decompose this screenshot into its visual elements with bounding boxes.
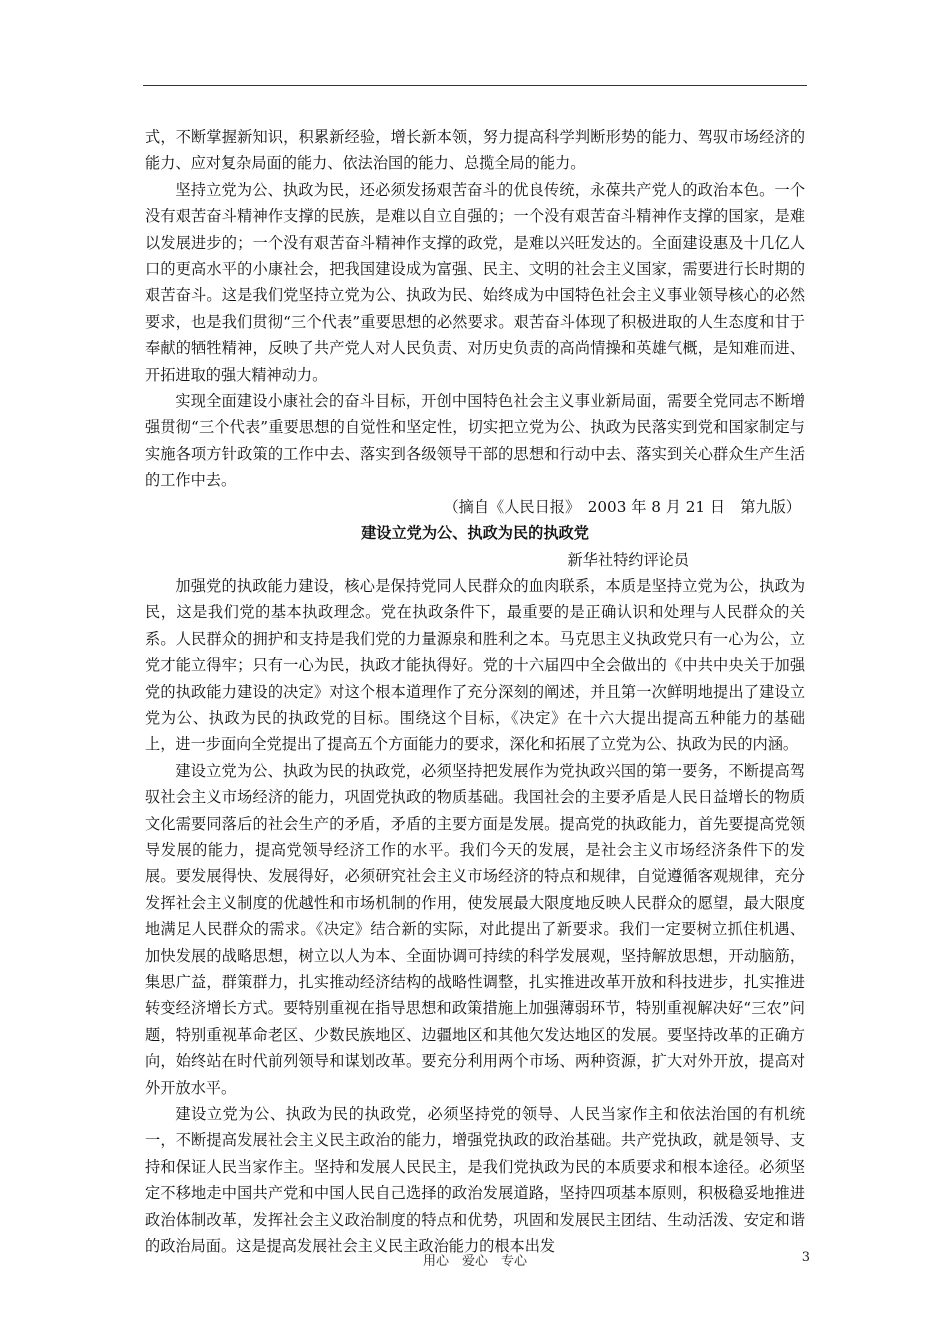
article-byline: 新华社特约评论员	[567, 550, 689, 569]
article-title: 建设立党为公、执政为民的执政党	[361, 524, 589, 543]
page-body	[145, 124, 805, 1259]
page-number: 3	[801, 1250, 810, 1265]
article-paragraph-3: 建设立党为公、执政为民的执政党，必须坚持党的领导、人民当家作主和依法治国的有机统一，不断提高发展社会主义民主政治的能力，增强党执政的政治基础。共产党执政，就是领导、支持和保证人民当家作主。坚持和发展人民民主，是我们党执政为民的本质要求和根本途径。必须坚定不移地走中国共产党和中国人民自己选择的政治发展道路，坚持四项基本原则，积极稳妥地推进政治体制改革，发挥社会主义政治制度的特点和优势，巩固和发展民主团结、生动活泼、安定和谐的政治局面。这是提高发展社会主义民主政治能力的根本出发	[145, 1105, 805, 1256]
header-rule	[143, 85, 807, 86]
source-citation: （摘自《人民日报》 2003 年 8 月 21 日 第九版）	[443, 497, 801, 516]
article-paragraph-2: 建设立党为公、执政为民的执政党，必须坚持把发展作为党执政兴国的第一要务，不断提高驾驭社会主义市场经济的能力，巩固党执政的物质基础。我国社会的主要矛盾是人民日益增长的物质文化需要同落后的社会生产的矛盾，矛盾的主要方面是发展。提高党的执政能力，首先要提高党领导发展的能力，提高党领导经济工作的水平。我们今天的发展，是社会主义市场经济条件下的发展。要发展得快、发展得好，必须研究社会主义市场经济的特点和规律，自觉遵循客观规律，充分发挥社会主义制度的优越性和市场机制的作用，使发展最大限度地反映人民群众的愿望，最大限度地满足人民群众的需求。《决定》结合新的实际，对此提出了新要求。我们一定要树立抓住机遇、加快发展的战略思想，树立以人为本、全面协调可持续的科学发展观，坚持解放思想，开动脑筋，集思广益，群策群力，扎实推动经济结构的战略性调整，扎实推进改革开放和科技进步，扎实推进转变经济增长方式。要特别重视在指导思想和政策措施上加强薄弱环节，特别重视解决好“三农”问题，特别重视革命老区、少数民族地区、边疆地区和其他欠发达地区的发展。要坚持改革的正确方向，始终站在时代前列领导和谋划改革。要充分利用两个市场、两种资源，扩大对外开放，提高对外开放水平。	[145, 761, 805, 1097]
paragraph-continuation: 式，不断掌握新知识，积累新经验，增长新本领，努力提高科学判断形势的能力、驾驭市场经济的能力、应对复杂局面的能力、依法治国的能力、总揽全局的能力。	[145, 128, 805, 173]
footer-motto: 用心 爱心 专心	[422, 1254, 527, 1269]
paragraph-hardwork: 坚持立党为公、执政为民，还必须发扬艰苦奋斗的优良传统，永葆共产党人的政治本色。一个没有艰苦奋斗精神作支撑的民族，是难以自立自强的；一个没有艰苦奋斗精神作支撑的国家，是难以发展进步的；一个没有艰苦奋斗精神作支撑的政党，是难以兴旺发达的。全面建设惠及十几亿人口的更高水平的小康社会，把我国建设成为富强、民主、文明的社会主义国家，需要进行长时期的艰苦奋斗。这是我们党坚持立党为公、执政为民、始终成为中国特色社会主义事业领导核心的必然要求，也是我们贯彻“三个代表”重要思想的必然要求。艰苦奋斗体现了积极进取的人生态度和甘于奉献的牺牲精神，反映了共产党人对人民负责、对历史负责的高尚情操和英雄气概，是知难而进、开拓进取的强大精神动力。	[145, 180, 805, 384]
paragraph-goal: 实现全面建设小康社会的奋斗目标，开创中国特色社会主义事业新局面，需要全党同志不断增强贯彻“三个代表”重要思想的自觉性和坚定性，切实把立党为公、执政为民落实到党和国家制定与实施各项方针政策的工作中去、落实到各级领导干部的思想和行动中去、落实到关心群众生产生活的工作中去。	[145, 392, 805, 490]
article-paragraph-1: 加强党的执政能力建设，核心是保持党同人民群众的血肉联系，本质是坚持立党为公，执政为民，这是我们党的基本执政理念。党在执政条件下，最重要的是正确认识和处理与人民群众的关系。人民群众的拥护和支持是我们党的力量源泉和胜利之本。马克思主义执政党只有一心为公，立党才能立得牢；只有一心为民，执政才能执得好。党的十六届四中全会做出的《中共中央关于加强党的执政能力建设的决定》对这个根本道理作了充分深刻的阐述，并且第一次鲜明地提出了建设立党为公、执政为民的执政党的目标。围绕这个目标，《决定》在十六大提出提高五种能力的基础上，进一步面向全党提出了提高五个方面能力的要求，深化和拓展了立党为公、执政为民的内涵。	[145, 576, 805, 754]
